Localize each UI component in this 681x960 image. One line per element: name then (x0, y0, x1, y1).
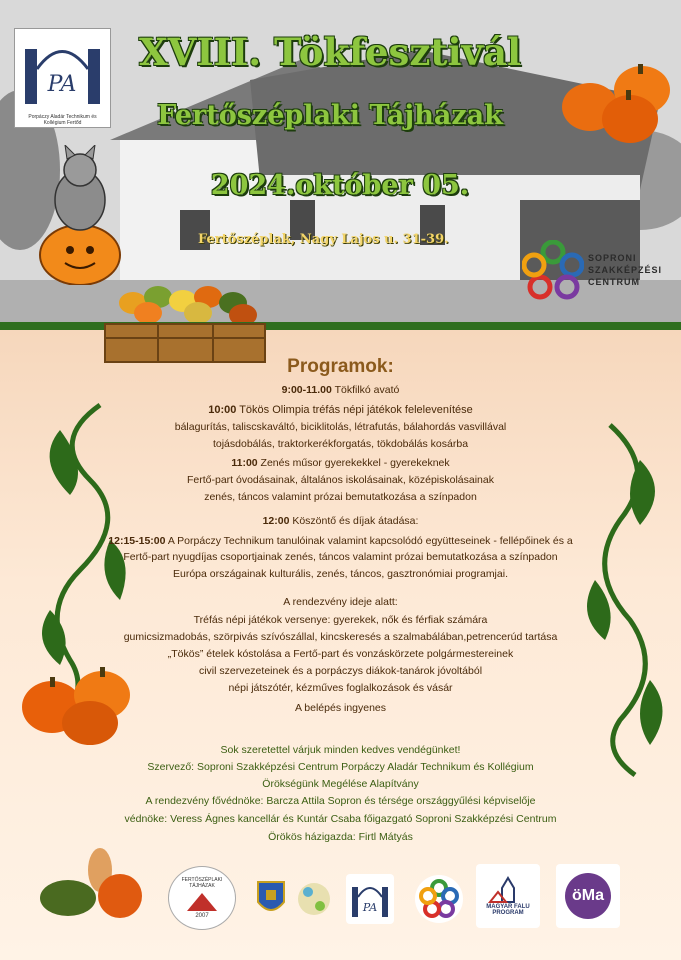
event-address: Fertőszéplak, Nagy Lajos u. 31-39. (198, 232, 449, 247)
program-line-13: Tréfás népi játékok versenye: gyerekek, nők és férfiak számára (193, 614, 488, 626)
program-line-10: Fertő-part nyugdíjas csoportjainak zenés, táncos valamint prózai bemutatkozása a színpadon (123, 551, 558, 563)
footer-line-4: A rendezvény fővédnöke: Barcza Attila Sopron és térsége országgyűlési képviselője (145, 795, 536, 807)
program-line-14: gumicsizmadobás, szörpivás szívószállal, kincskeresés a szalmabálában,petrencerúd tartása (123, 631, 558, 643)
program-line-15: „Tökös” ételek kóstolása a Fertő-part és vonzáskörzete polgármestereinek (167, 648, 514, 660)
footer-line-1: Sok szeretettel várjuk minden kedves vendégünket! (220, 744, 461, 756)
footer-line-5: védnöke: Veress Ágnes kancellár és Kuntár Csaba főigazgató Soproni Szakképzési Centrum (124, 813, 557, 825)
gate-logo-icon (15, 29, 110, 109)
l9-text: A Porpáczy Technikum tanulóinak valamint kapcsolódó együtteseinek - fellépőinek és a (165, 535, 573, 547)
ssc-flower-logo-small-icon (414, 874, 464, 924)
l1-text: Tökfilkó avató (331, 384, 400, 396)
cat-pumpkin-icon (35, 145, 125, 285)
event-date: 2024.október 05. (210, 170, 470, 201)
program-line-3: bálagurítás, taliscskaváltó, biciklitolás, létrafutás, bálahordás vasvillával (174, 421, 507, 433)
ssc-line1: SOPRONI (588, 253, 637, 263)
squash-pile-icon (38, 848, 153, 928)
program-line-16: civil szervezeteinek és a porpáczys diákok-tanárok jóvoltából (198, 665, 483, 677)
program-line-11: Európa országainak kulturális, zenés, táncos, gasztronómiai programjai. (172, 568, 508, 580)
program-line-6: Fertő-part óvodásainak, általános iskolásainak, középiskolásainak (186, 474, 494, 486)
program-line-5 (0, 457, 681, 469)
pumpkins-icon (560, 62, 675, 147)
ssc-line3: CENTRUM (588, 277, 640, 287)
l2-text: Tökös Olimpia tréfás népi játékok felelevenítése (236, 404, 473, 416)
festival-title: XVIII. Tökfesztivál (138, 30, 522, 74)
program-line-17: népi játszótér, kézműves foglalkozások és vásár (228, 682, 453, 694)
school-logo-caption: Porpáczy Aladár Technikum és Kollégium Fertőd (28, 114, 97, 126)
footer-line-3: Örökségünk Megélése Alapítvány (262, 778, 419, 790)
tajhazak-logo-year: 2007 (195, 913, 209, 919)
magyar-falu-logo (476, 864, 540, 928)
ssc-flower-logo-icon (522, 240, 584, 302)
oma-logo-text: öMa (565, 873, 611, 919)
program-line-4: tojásdobálás, traktorkerékforgatás, tökdobálás kosárba (212, 438, 469, 450)
magyar-falu-line1: MAGYAR FALU (486, 904, 530, 910)
l9-time: 12:15-15:00 (108, 535, 166, 547)
l8-text: Köszöntő és díjak átadása: (289, 515, 419, 527)
ssc-logo-text (588, 252, 662, 288)
svg-text:PA: PA (362, 901, 378, 914)
l8-time: 12:00 (262, 515, 290, 527)
program-line-2 (0, 404, 681, 416)
ssc-line2: SZAKKÉPZÉSI (588, 265, 663, 275)
program-line-9 (0, 535, 681, 547)
tajhazak-logo-top: FERTŐSZÉPLAKI TÁJHÁZAK (181, 877, 223, 889)
school-logo (14, 28, 111, 128)
program-line-12: A rendezvény ideje alatt: (283, 596, 398, 608)
program-line-1 (0, 384, 681, 396)
l5-time: 11:00 (231, 457, 258, 469)
program-line-18: A belépés ingyenes (294, 702, 387, 714)
vilagorokseg-icon (296, 878, 332, 920)
program-line-7: zenés, táncos valamint prózai bemutatkozása a színpadon (204, 491, 477, 503)
header-photo (0, 0, 681, 325)
pumpkin-crate-icon (103, 275, 268, 325)
tajhazak-house-icon (182, 889, 222, 913)
footer-line-2: Szervező: Soproni Szakképzési Centrum Porpáczy Aladár Technikum és Kollégium (147, 761, 534, 773)
oma-logo (556, 864, 620, 928)
l2-time: 10:00 (208, 404, 237, 416)
program-line-8 (0, 515, 681, 527)
porpaczy-logo-small (346, 874, 394, 924)
footer-line-6: Örökös házigazda: Firtl Mátyás (268, 831, 413, 843)
l1-time: 9:00-11.00 (281, 384, 332, 396)
svg-text:PA: PA (47, 72, 77, 97)
venue-title: Fertőszéplaki Tájházak (157, 100, 503, 131)
vilagorokseg-logo (296, 878, 332, 920)
gate-logo-small-icon (348, 877, 392, 921)
coat-of-arms-icon (256, 880, 286, 918)
program-title: Programok: (287, 356, 394, 377)
magyar-falu-line2: PROGRAM (492, 910, 524, 916)
tajhazak-logo (168, 866, 236, 930)
l5-text: Zenés műsor gyerekekkel - gyerekeknek (257, 457, 450, 469)
church-icon (488, 876, 528, 904)
